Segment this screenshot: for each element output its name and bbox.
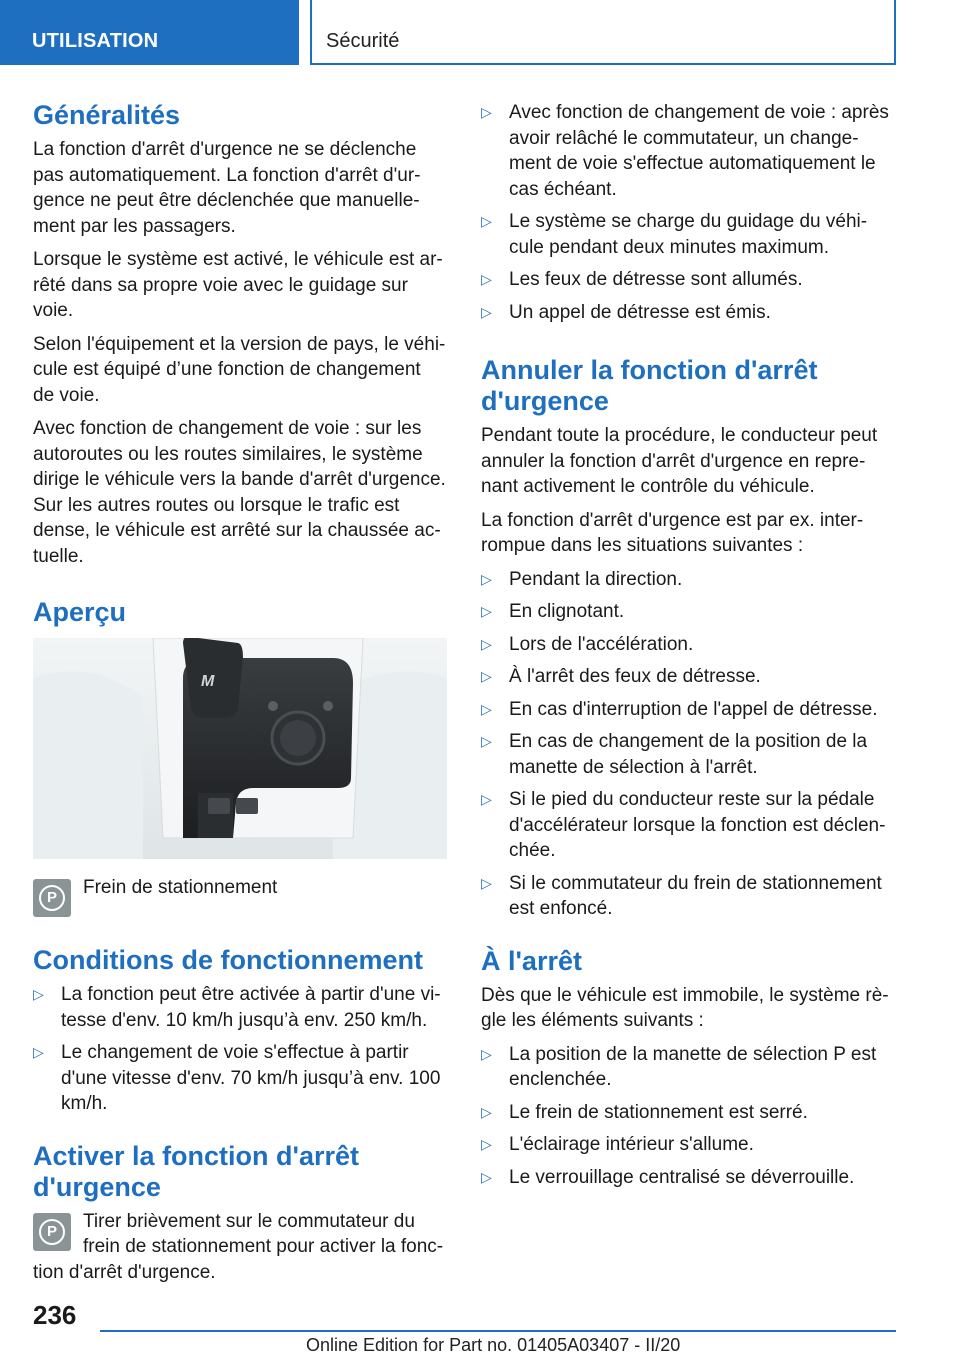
list-item: ▷ À l'arrêt des feux de détresse. xyxy=(481,664,893,690)
gear-console-illustration xyxy=(33,638,447,859)
bullet-icon: ▷ xyxy=(481,635,492,652)
heading-annuler: Annuler la fonction d'arrêt d'urgence xyxy=(481,355,818,416)
list-item: ▷ Si le commutateur du frein de stationnement est enfoncé. xyxy=(481,872,882,919)
bullet-icon: ▷ xyxy=(481,271,492,287)
paragraph: Lorsque le système est activé, le véhicule est ar- rêté dans sa propre voie avec le guidage sur voie. xyxy=(33,249,443,321)
paragraph: Selon l'équipement et la version de pays, le véhi- cule est équipé d’une fonction de changement de voie. xyxy=(33,333,446,406)
right-column xyxy=(481,100,893,1197)
bullet-icon: ▷ xyxy=(481,1103,492,1120)
heading-arret: À l'arrêt xyxy=(481,945,582,976)
bullet-icon: ▷ xyxy=(481,213,492,229)
bullet-icon: ▷ xyxy=(481,104,492,120)
list-item: ▷ Le frein de stationnement est serré. xyxy=(481,1100,893,1126)
bullet-icon: ▷ xyxy=(481,791,492,807)
heading-generalites: Généralités xyxy=(33,100,181,130)
list-item: ▷ Les feux de détresse sont allumés. xyxy=(481,267,893,293)
section-title: Sécurité xyxy=(310,0,896,65)
list-item: ▷ Un appel de détresse est émis. xyxy=(481,300,893,326)
list-item: ▷ En cas de changement de la position de la manette de sélection à l'arrêt. xyxy=(481,731,868,778)
left-column xyxy=(33,100,447,1293)
bullet-icon: ▷ xyxy=(33,986,44,1002)
bullet-icon: ▷ xyxy=(481,874,492,891)
paragraph: La fonction d'arrêt d'urgence ne se déclenche pas automatiquement. La fonction d'arrêt d'ur- gence ne peut être déclenchée que manuelle- ment par les passagers. xyxy=(33,139,421,237)
edition-footer: Online Edition for Part no. 01405A03407 - II/20 xyxy=(306,1335,681,1355)
list-item: ▷ En cas d'interruption de l'appel de détresse. xyxy=(481,697,893,723)
bullet-icon: ▷ xyxy=(481,1168,492,1185)
list-item: ▷ La fonction peut être activée à partir d'une vi- tesse d'env. 10 km/h jusqu’à env. 250 km/h. xyxy=(33,984,441,1031)
bullet-icon: ▷ xyxy=(33,1044,44,1060)
conditions-list xyxy=(33,982,447,1117)
m-logo: M xyxy=(201,673,215,690)
paragraph: La fonction d'arrêt d'urgence est par ex. inter- rompue dans les situations suivantes : xyxy=(481,509,864,556)
parking-brake-icon: P xyxy=(33,879,71,917)
bullet-icon: ▷ xyxy=(481,1045,492,1062)
bullet-icon: ▷ xyxy=(481,603,492,619)
bullet-icon: ▷ xyxy=(481,303,492,320)
bullet-icon: ▷ xyxy=(481,570,492,587)
list-item: ▷ Pendant la direction. xyxy=(481,567,893,593)
heading-apercu: Aperçu xyxy=(33,597,127,627)
parking-brake-label: Frein de stationnement xyxy=(83,877,278,898)
paragraph: Dès que le véhicule est immobile, le système rè- gle les éléments suivants : xyxy=(481,984,889,1031)
heading-activer: Activer la fonction d'arrêt d'urgence xyxy=(33,1140,359,1202)
page-number: 236 xyxy=(33,1300,77,1330)
chapter-tab: UTILISATION xyxy=(0,0,299,65)
bullet-icon: ▷ xyxy=(481,733,492,749)
list-item: ▷ Le verrouillage centralisé se déverrouille. xyxy=(481,1165,893,1191)
list-item: ▷ Avec fonction de changement de voie : après avoir relâché le commutateur, un change- ment de voie s'effectue automatiquement le cas échéant. xyxy=(481,102,889,200)
gear-console-photo xyxy=(33,638,447,859)
list-item: ▷ Si le pied du conducteur reste sur la pédale d'accélérateur lorsque la fonction est déclen- chée. xyxy=(481,789,886,861)
paragraph: Pendant toute la procédure, le conducteur peut annuler la fonction d'arrêt d'urgence en repre- nant activement le contrôle du véhicule. xyxy=(481,425,878,497)
activation-effects-list xyxy=(481,100,893,325)
list-item: ▷ La position de la manette de sélection P est enclenchée. xyxy=(481,1043,877,1090)
cancel-conditions-list xyxy=(481,567,893,922)
bullet-icon: ▷ xyxy=(481,668,492,684)
bullet-icon: ▷ xyxy=(481,1136,492,1152)
bullet-icon: ▷ xyxy=(481,700,492,717)
parking-brake-caption xyxy=(33,875,447,921)
list-item: ▷ Lors de l'accélération. xyxy=(481,632,893,658)
activate-instruction xyxy=(33,1209,447,1286)
heading-conditions: Conditions de fonctionnement xyxy=(33,945,423,975)
list-item: ▷ En clignotant. xyxy=(481,599,893,625)
paragraph: Avec fonction de changement de voie : sur les autoroutes ou les routes similaires, le système dirige le véhicule vers la bande d'arrêt d'urgence. Sur les autres routes ou lorsque le trafic est dense, le véhicule est arrêté sur la chaussée ac- tuelle. xyxy=(33,418,446,567)
activate-text: Tirer brièvement sur le commutateur du frein de stationnement pour activer la fonc- tion d'arrêt d'urgence. xyxy=(33,1210,444,1283)
list-item: ▷ Le changement de voie s'effectue à partir d'une vitesse d'env. 70 km/h jusqu’à env. 100 km/h. xyxy=(33,1042,441,1114)
list-item: ▷ Le système se charge du guidage du véhi- cule pendant deux minutes maximum. xyxy=(481,211,868,258)
list-item: ▷ L'éclairage intérieur s'allume. xyxy=(481,1132,893,1158)
parking-brake-icon: P xyxy=(33,1213,71,1251)
stop-effects-list xyxy=(481,1042,893,1191)
